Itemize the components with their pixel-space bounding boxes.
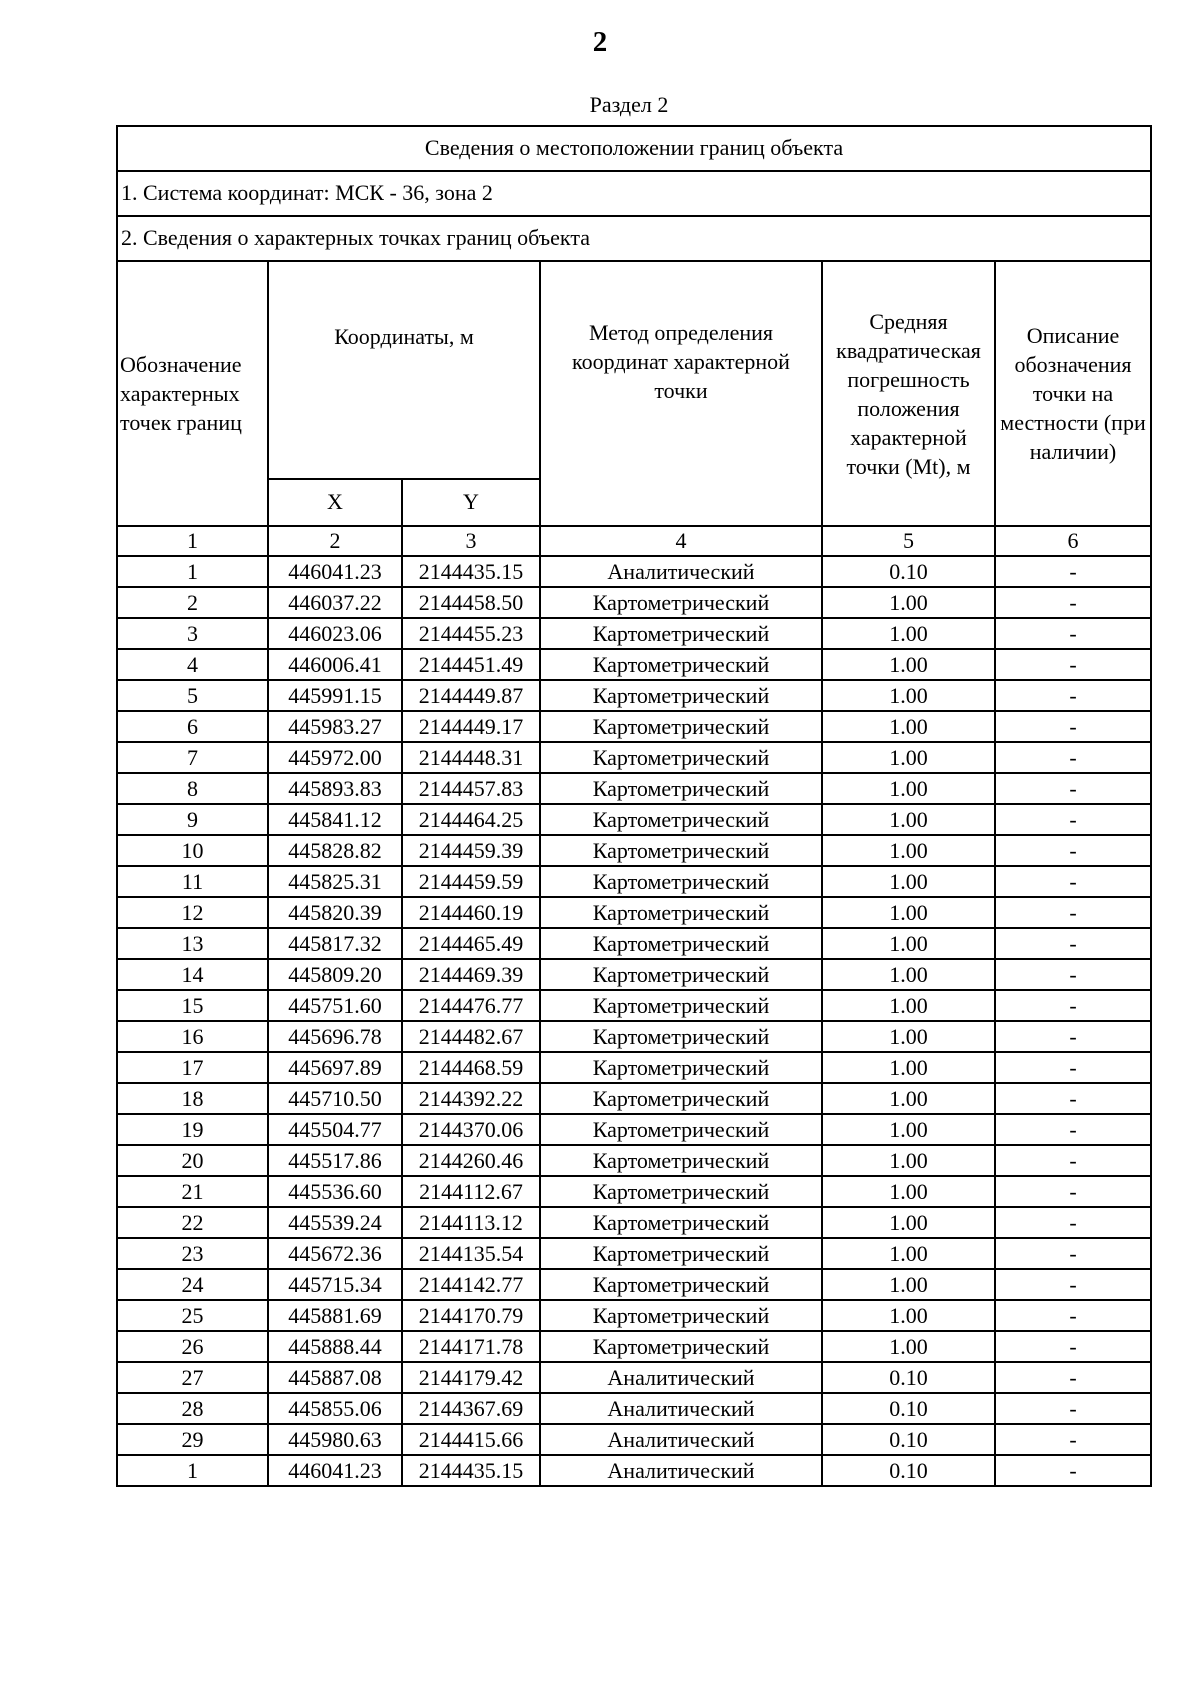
table-row xyxy=(117,990,1151,1021)
y-coordinate: 2144464.25 xyxy=(402,804,540,835)
table-row xyxy=(117,835,1151,866)
method: Картометрический xyxy=(540,835,822,866)
method: Аналитический xyxy=(540,556,822,587)
point-description: - xyxy=(995,1362,1151,1393)
method: Картометрический xyxy=(540,1207,822,1238)
x-coordinate: 445881.69 xyxy=(268,1300,402,1331)
point-description: - xyxy=(995,1331,1151,1362)
point-number: 14 xyxy=(117,959,268,990)
method: Аналитический xyxy=(540,1362,822,1393)
header-method: Метод определения координат характерной точки xyxy=(540,261,822,526)
point-number: 2 xyxy=(117,587,268,618)
table-row xyxy=(117,1455,1151,1486)
point-number: 21 xyxy=(117,1176,268,1207)
point-number: 4 xyxy=(117,649,268,680)
mean-square-error: 1.00 xyxy=(822,773,995,804)
method: Картометрический xyxy=(540,773,822,804)
y-coordinate: 2144392.22 xyxy=(402,1083,540,1114)
header-coordinates: Координаты, м xyxy=(268,261,540,479)
x-coordinate: 445536.60 xyxy=(268,1176,402,1207)
mean-square-error: 0.10 xyxy=(822,1393,995,1424)
x-coordinate: 445672.36 xyxy=(268,1238,402,1269)
point-number: 6 xyxy=(117,711,268,742)
y-coordinate: 2144435.15 xyxy=(402,1455,540,1486)
mean-square-error: 1.00 xyxy=(822,1176,995,1207)
mean-square-error: 0.10 xyxy=(822,1424,995,1455)
mean-square-error: 1.00 xyxy=(822,804,995,835)
method: Картометрический xyxy=(540,618,822,649)
point-number: 12 xyxy=(117,897,268,928)
header-description: Описание обозначения точки на местности (при наличии) xyxy=(995,261,1151,526)
point-description: - xyxy=(995,959,1151,990)
method: Картометрический xyxy=(540,1114,822,1145)
x-coordinate: 445888.44 xyxy=(268,1331,402,1362)
mean-square-error: 1.00 xyxy=(822,1238,995,1269)
x-coordinate: 446037.22 xyxy=(268,587,402,618)
column-number: 4 xyxy=(540,526,822,556)
point-description: - xyxy=(995,1114,1151,1145)
table-row xyxy=(117,1207,1151,1238)
method: Аналитический xyxy=(540,1455,822,1486)
y-coordinate: 2144458.50 xyxy=(402,587,540,618)
y-coordinate: 2144435.15 xyxy=(402,556,540,587)
page-number: 2 xyxy=(592,26,608,58)
x-coordinate: 446006.41 xyxy=(268,649,402,680)
x-coordinate: 445539.24 xyxy=(268,1207,402,1238)
method: Картометрический xyxy=(540,804,822,835)
point-description: - xyxy=(995,1021,1151,1052)
method: Картометрический xyxy=(540,866,822,897)
y-coordinate: 2144476.77 xyxy=(402,990,540,1021)
column-number: 2 xyxy=(268,526,402,556)
coord-system-text: 1. Система координат: МСК - 36, зона 2 xyxy=(117,171,1151,216)
mean-square-error: 1.00 xyxy=(822,587,995,618)
method: Картометрический xyxy=(540,928,822,959)
y-coordinate: 2144179.42 xyxy=(402,1362,540,1393)
method: Картометрический xyxy=(540,649,822,680)
point-number: 16 xyxy=(117,1021,268,1052)
x-coordinate: 445697.89 xyxy=(268,1052,402,1083)
x-coordinate: 445825.31 xyxy=(268,866,402,897)
table-row xyxy=(117,742,1151,773)
mean-square-error: 1.00 xyxy=(822,928,995,959)
mean-square-error: 1.00 xyxy=(822,711,995,742)
header-row xyxy=(117,261,1151,479)
point-number: 26 xyxy=(117,1331,268,1362)
mean-square-error: 1.00 xyxy=(822,1269,995,1300)
y-coordinate: 2144460.19 xyxy=(402,897,540,928)
table-row xyxy=(117,928,1151,959)
method: Картометрический xyxy=(540,990,822,1021)
table-row xyxy=(117,1238,1151,1269)
x-coordinate: 445841.12 xyxy=(268,804,402,835)
y-coordinate: 2144482.67 xyxy=(402,1021,540,1052)
point-description: - xyxy=(995,587,1151,618)
point-description: - xyxy=(995,866,1151,897)
table-row xyxy=(117,1331,1151,1362)
method: Аналитический xyxy=(540,1424,822,1455)
point-description: - xyxy=(995,1083,1151,1114)
y-coordinate: 2144367.69 xyxy=(402,1393,540,1424)
point-description: - xyxy=(995,556,1151,587)
table-row xyxy=(117,1083,1151,1114)
method: Картометрический xyxy=(540,1083,822,1114)
x-coordinate: 446041.23 xyxy=(268,1455,402,1486)
mean-square-error: 0.10 xyxy=(822,1455,995,1486)
y-coordinate: 2144370.06 xyxy=(402,1114,540,1145)
table-row xyxy=(117,1176,1151,1207)
table-row xyxy=(117,959,1151,990)
table-title: Сведения о местоположении границ объекта xyxy=(117,126,1151,171)
x-coordinate: 445820.39 xyxy=(268,897,402,928)
y-coordinate: 2144260.46 xyxy=(402,1145,540,1176)
point-description: - xyxy=(995,1052,1151,1083)
table-row xyxy=(117,587,1151,618)
point-number: 9 xyxy=(117,804,268,835)
point-number: 5 xyxy=(117,680,268,711)
point-number: 22 xyxy=(117,1207,268,1238)
x-coordinate: 445517.86 xyxy=(268,1145,402,1176)
method: Картометрический xyxy=(540,897,822,928)
point-number: 10 xyxy=(117,835,268,866)
point-description: - xyxy=(995,804,1151,835)
table-row xyxy=(117,897,1151,928)
mean-square-error: 1.00 xyxy=(822,1052,995,1083)
y-coordinate: 2144142.77 xyxy=(402,1269,540,1300)
header-point-designation: Обозначение характерных точек границ xyxy=(117,261,268,526)
point-description: - xyxy=(995,649,1151,680)
x-coordinate: 445809.20 xyxy=(268,959,402,990)
table-row xyxy=(117,804,1151,835)
point-description: - xyxy=(995,1145,1151,1176)
point-description: - xyxy=(995,990,1151,1021)
point-number: 7 xyxy=(117,742,268,773)
y-coordinate: 2144449.87 xyxy=(402,680,540,711)
point-description: - xyxy=(995,1393,1151,1424)
table-row xyxy=(117,1362,1151,1393)
y-coordinate: 2144449.17 xyxy=(402,711,540,742)
table-row xyxy=(117,1145,1151,1176)
point-description: - xyxy=(995,742,1151,773)
point-number: 19 xyxy=(117,1114,268,1145)
table-row xyxy=(117,680,1151,711)
point-description: - xyxy=(995,1455,1151,1486)
method: Картометрический xyxy=(540,1300,822,1331)
point-number: 13 xyxy=(117,928,268,959)
y-coordinate: 2144459.59 xyxy=(402,866,540,897)
table-row xyxy=(117,1052,1151,1083)
x-coordinate: 446023.06 xyxy=(268,618,402,649)
point-description: - xyxy=(995,835,1151,866)
table-body xyxy=(117,556,1151,1486)
point-description: - xyxy=(995,897,1151,928)
mean-square-error: 1.00 xyxy=(822,866,995,897)
header-x: X xyxy=(268,479,402,526)
points-info-row xyxy=(117,216,1151,261)
table-row xyxy=(117,866,1151,897)
x-coordinate: 445991.15 xyxy=(268,680,402,711)
column-number: 5 xyxy=(822,526,995,556)
point-description: - xyxy=(995,928,1151,959)
mean-square-error: 1.00 xyxy=(822,742,995,773)
column-number: 3 xyxy=(402,526,540,556)
method: Картометрический xyxy=(540,1052,822,1083)
y-coordinate: 2144171.78 xyxy=(402,1331,540,1362)
point-number: 25 xyxy=(117,1300,268,1331)
method: Картометрический xyxy=(540,680,822,711)
table-row xyxy=(117,1300,1151,1331)
header-y: Y xyxy=(402,479,540,526)
mean-square-error: 1.00 xyxy=(822,1021,995,1052)
point-number: 17 xyxy=(117,1052,268,1083)
point-number: 18 xyxy=(117,1083,268,1114)
point-number: 29 xyxy=(117,1424,268,1455)
mean-square-error: 1.00 xyxy=(822,1300,995,1331)
y-coordinate: 2144451.49 xyxy=(402,649,540,680)
x-coordinate: 445710.50 xyxy=(268,1083,402,1114)
method: Картометрический xyxy=(540,1145,822,1176)
x-coordinate: 445696.78 xyxy=(268,1021,402,1052)
y-coordinate: 2144465.49 xyxy=(402,928,540,959)
table-row xyxy=(117,1424,1151,1455)
y-coordinate: 2144112.67 xyxy=(402,1176,540,1207)
y-coordinate: 2144455.23 xyxy=(402,618,540,649)
y-coordinate: 2144468.59 xyxy=(402,1052,540,1083)
point-number: 1 xyxy=(117,1455,268,1486)
table-row xyxy=(117,1269,1151,1300)
mean-square-error: 1.00 xyxy=(822,897,995,928)
x-coordinate: 445504.77 xyxy=(268,1114,402,1145)
section-label: Раздел 2 xyxy=(589,92,669,117)
method: Аналитический xyxy=(540,1393,822,1424)
column-number: 1 xyxy=(117,526,268,556)
method: Картометрический xyxy=(540,1021,822,1052)
table-row xyxy=(117,618,1151,649)
point-number: 23 xyxy=(117,1238,268,1269)
mean-square-error: 0.10 xyxy=(822,1362,995,1393)
x-coordinate: 445828.82 xyxy=(268,835,402,866)
point-number: 3 xyxy=(117,618,268,649)
point-number: 24 xyxy=(117,1269,268,1300)
x-coordinate: 445751.60 xyxy=(268,990,402,1021)
x-coordinate: 445972.00 xyxy=(268,742,402,773)
x-coordinate: 445855.06 xyxy=(268,1393,402,1424)
point-description: - xyxy=(995,1176,1151,1207)
point-description: - xyxy=(995,1424,1151,1455)
y-coordinate: 2144448.31 xyxy=(402,742,540,773)
point-description: - xyxy=(995,1207,1151,1238)
method: Картометрический xyxy=(540,587,822,618)
x-coordinate: 445893.83 xyxy=(268,773,402,804)
point-description: - xyxy=(995,680,1151,711)
mean-square-error: 0.10 xyxy=(822,556,995,587)
mean-square-error: 1.00 xyxy=(822,649,995,680)
points-info-text: 2. Сведения о характерных точках границ объекта xyxy=(117,216,1151,261)
method: Картометрический xyxy=(540,1331,822,1362)
point-number: 11 xyxy=(117,866,268,897)
mean-square-error: 1.00 xyxy=(822,680,995,711)
header-mean-square-error: Средняя квадратическая погрешность положения характерной точки (Mt), м xyxy=(822,261,995,526)
table-row xyxy=(117,711,1151,742)
mean-square-error: 1.00 xyxy=(822,1114,995,1145)
table-row xyxy=(117,1114,1151,1145)
point-number: 15 xyxy=(117,990,268,1021)
point-description: - xyxy=(995,711,1151,742)
mean-square-error: 1.00 xyxy=(822,1207,995,1238)
method: Картометрический xyxy=(540,1238,822,1269)
mean-square-error: 1.00 xyxy=(822,835,995,866)
coord-system-row xyxy=(117,171,1151,216)
point-description: - xyxy=(995,773,1151,804)
point-description: - xyxy=(995,1269,1151,1300)
method: Картометрический xyxy=(540,959,822,990)
y-coordinate: 2144135.54 xyxy=(402,1238,540,1269)
x-coordinate: 445983.27 xyxy=(268,711,402,742)
x-coordinate: 445887.08 xyxy=(268,1362,402,1393)
boundary-points-table xyxy=(116,125,1152,1487)
mean-square-error: 1.00 xyxy=(822,618,995,649)
y-coordinate: 2144415.66 xyxy=(402,1424,540,1455)
method: Картометрический xyxy=(540,742,822,773)
point-description: - xyxy=(995,618,1151,649)
y-coordinate: 2144457.83 xyxy=(402,773,540,804)
method: Картометрический xyxy=(540,711,822,742)
mean-square-error: 1.00 xyxy=(822,1145,995,1176)
mean-square-error: 1.00 xyxy=(822,990,995,1021)
table-row xyxy=(117,1021,1151,1052)
x-coordinate: 445715.34 xyxy=(268,1269,402,1300)
mean-square-error: 1.00 xyxy=(822,1083,995,1114)
point-number: 20 xyxy=(117,1145,268,1176)
point-number: 8 xyxy=(117,773,268,804)
column-number: 6 xyxy=(995,526,1151,556)
table-title-row xyxy=(117,126,1151,171)
point-description: - xyxy=(995,1300,1151,1331)
point-number: 28 xyxy=(117,1393,268,1424)
table-row xyxy=(117,773,1151,804)
point-description: - xyxy=(995,1238,1151,1269)
mean-square-error: 1.00 xyxy=(822,959,995,990)
table-row xyxy=(117,556,1151,587)
x-coordinate: 445817.32 xyxy=(268,928,402,959)
method: Картометрический xyxy=(540,1269,822,1300)
x-coordinate: 446041.23 xyxy=(268,556,402,587)
y-coordinate: 2144459.39 xyxy=(402,835,540,866)
column-number-row xyxy=(117,526,1151,556)
y-coordinate: 2144170.79 xyxy=(402,1300,540,1331)
point-number: 27 xyxy=(117,1362,268,1393)
method: Картометрический xyxy=(540,1176,822,1207)
y-coordinate: 2144113.12 xyxy=(402,1207,540,1238)
mean-square-error: 1.00 xyxy=(822,1331,995,1362)
x-coordinate: 445980.63 xyxy=(268,1424,402,1455)
point-number: 1 xyxy=(117,556,268,587)
table-row xyxy=(117,1393,1151,1424)
y-coordinate: 2144469.39 xyxy=(402,959,540,990)
table-row xyxy=(117,649,1151,680)
